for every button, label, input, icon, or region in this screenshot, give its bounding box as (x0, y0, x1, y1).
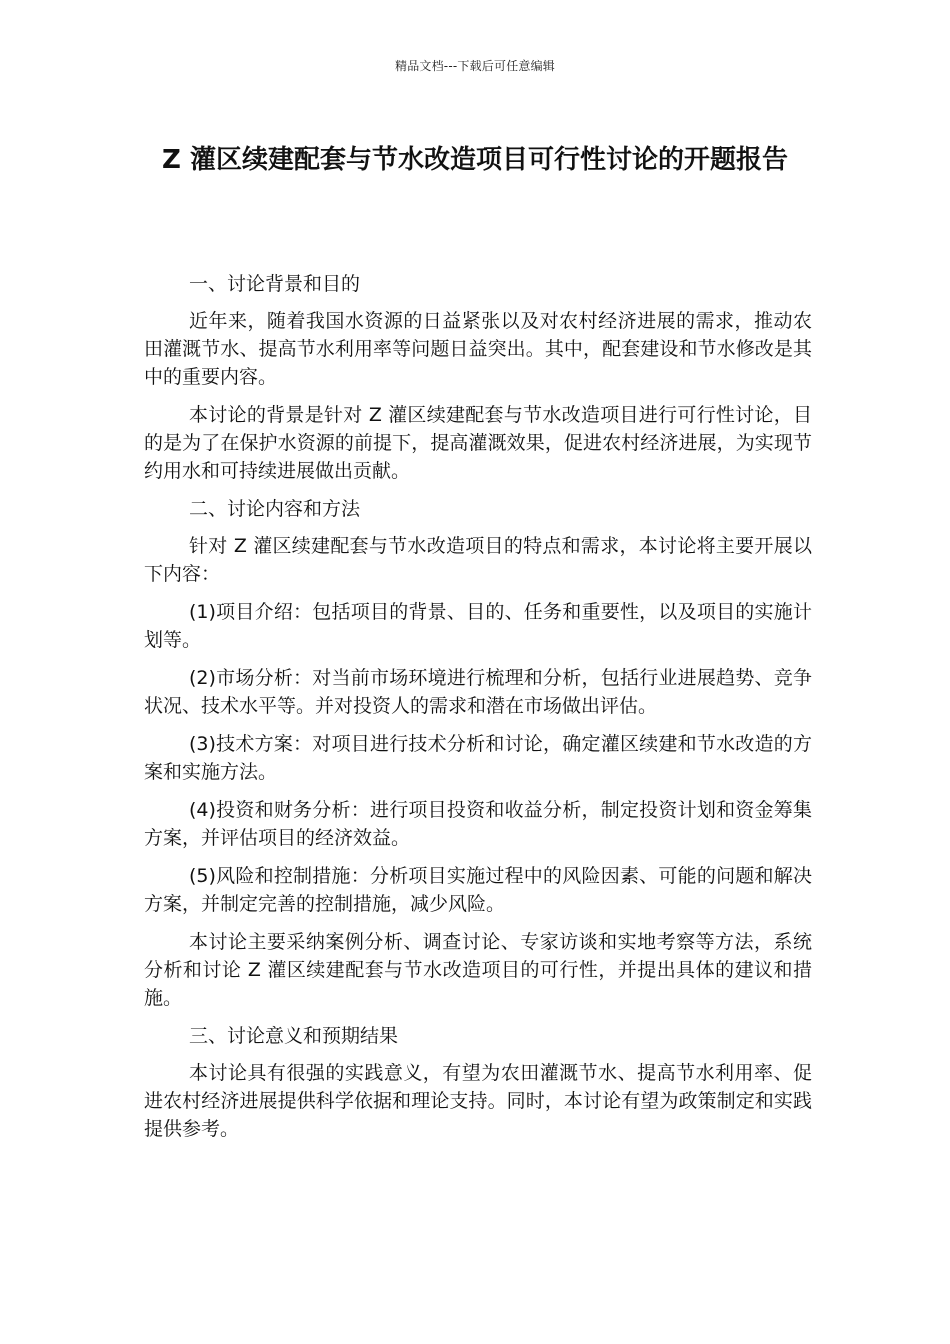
list-item: (3)技术方案：对项目进行技术分析和讨论，确定灌区续建和节水改造的方案和实施方法。 (144, 733, 812, 783)
section-heading-significance: 三、讨论意义和预期结果 (189, 1025, 399, 1047)
paragraph: 针对 Z 灌区续建配套与节水改造项目的特点和需求，本讨论将主要开展以下内容： (144, 535, 812, 585)
paragraph: 本讨论具有很强的实践意义，有望为农田灌溉节水、提高节水利用率、促进农村经济进展提供科学依据和理论支持。同时，本讨论有望为政策制定和实践提供参考。 (144, 1062, 812, 1140)
paragraph: 本讨论的背景是针对 Z 灌区续建配套与节水改造项目进行可行性讨论，目的是为了在保护水资源的前提下，提高灌溉效果，促进农村经济进展，为实现节约用水和可持续进展做出贡献。 (144, 404, 812, 482)
list-item: (2)市场分析：对当前市场环境进行梳理和分析，包括行业进展趋势、竞争状况、技术水平等。并对投资人的需求和潜在市场做出评估。 (144, 667, 812, 717)
section-heading-content-methods: 二、讨论内容和方法 (189, 498, 361, 520)
section-heading-background: 一、讨论背景和目的 (189, 273, 361, 295)
document-title: Z 灌区续建配套与节水改造项目可行性讨论的开题报告 (162, 145, 788, 175)
list-item: (1)项目介绍：包括项目的背景、目的、任务和重要性，以及项目的实施计划等。 (144, 601, 812, 651)
list-item: (5)风险和控制措施：分析项目实施过程中的风险因素、可能的问题和解决方案，并制定完善的控制措施，减少风险。 (144, 865, 812, 915)
header-note: 精品文档---下载后可任意编辑 (395, 59, 555, 73)
document-body (144, 270, 812, 1153)
paragraph: 近年来，随着我国水资源的日益紧张以及对农村经济进展的需求，推动农田灌溉节水、提高节水利用率等问题日益突出。其中，配套建设和节水修改是其中的重要内容。 (144, 310, 812, 388)
list-item: (4)投资和财务分析：进行项目投资和收益分析，制定投资计划和资金筹集方案，并评估项目的经济效益。 (144, 799, 812, 849)
paragraph: 本讨论主要采纳案例分析、调查讨论、专家访谈和实地考察等方法，系统分析和讨论 Z 灌区续建配套与节水改造项目的可行性，并提出具体的建议和措施。 (144, 931, 812, 1009)
